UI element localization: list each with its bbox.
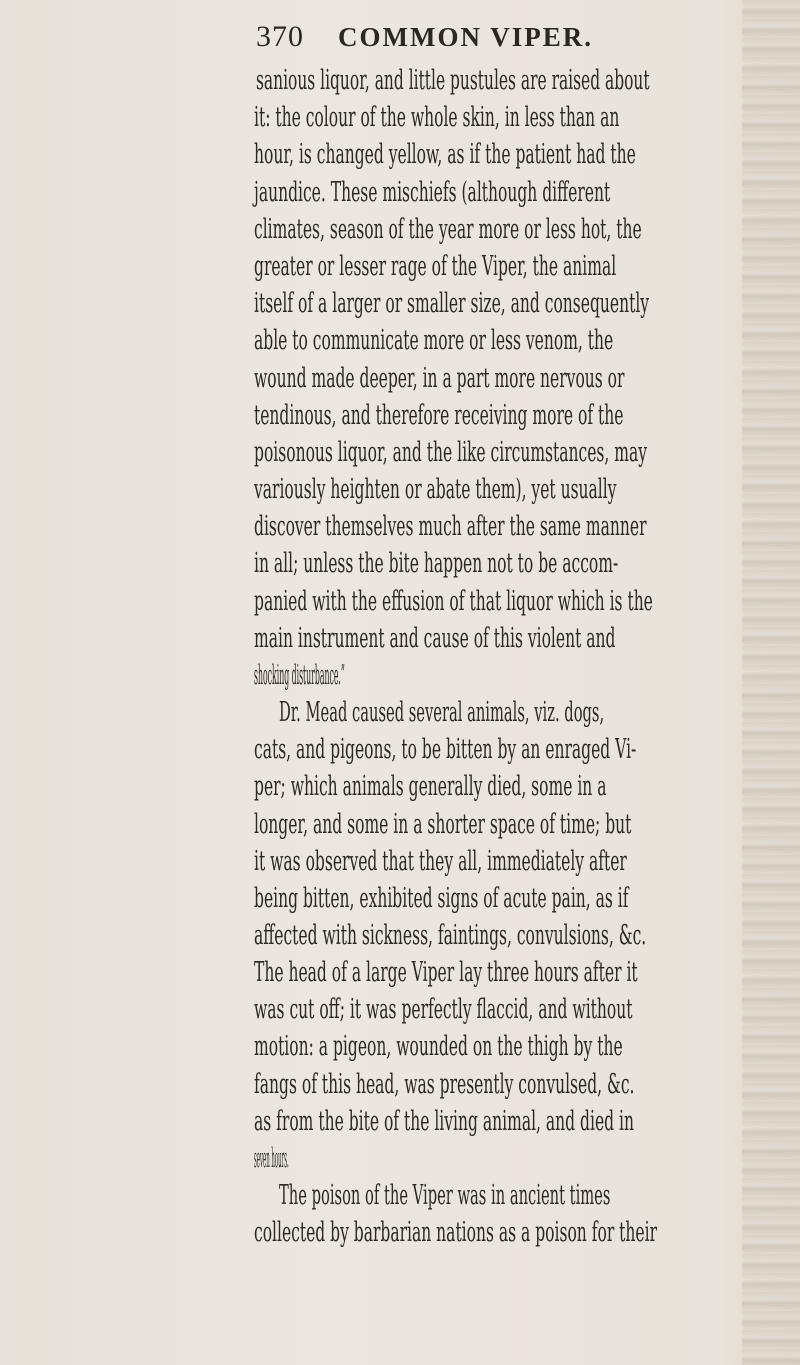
text-line: jaundice. These mischiefs (although different [254, 177, 611, 208]
running-head: COMMON VIPER. [338, 22, 593, 52]
text-line: in all; unless the bite happen not to be accom- [254, 548, 619, 579]
text-line: hour, is changed yellow, as if the patient had the [254, 139, 636, 170]
text-line: climates, season of the year more or less hot, the [254, 214, 642, 245]
text-line: cats, and pigeons, to be bitten by an enraged Vi- [254, 734, 637, 765]
text-line: panied with the effusion of that liquor which is the [254, 586, 653, 617]
text-line: was cut off; it was perfectly flaccid, and without [254, 994, 633, 1025]
page-number: 370 [256, 20, 304, 53]
text-line: being bitten, exhibited signs of acute pain, as if [254, 883, 629, 914]
text-line: fangs of this head, was presently convulsed, &c. [254, 1069, 635, 1100]
text-line: main instrument and cause of this violent and [254, 623, 616, 654]
text-line: sanious liquor, and little pustules are raised about [256, 65, 650, 96]
text-line: collected by barbarian nations as a poison for their [254, 1217, 658, 1248]
text-line: as from the bite of the living animal, and died in [254, 1106, 634, 1137]
text-line: The head of a large Viper lay three hours after it [254, 957, 638, 988]
text-line: poisonous liquor, and the like circumstances, may [254, 437, 647, 468]
text-line: The poison of the Viper was in ancient times [279, 1180, 611, 1211]
text-line: shocking disturbance.” [254, 660, 345, 691]
text-line: able to communicate more or less venom, the [254, 325, 614, 356]
text-line: variously heighten or abate them), yet usually [254, 474, 617, 505]
text-line: it was observed that they all, immediately after [254, 846, 627, 877]
text-line: affected with sickness, faintings, convulsions, &c. [254, 920, 647, 951]
text-line: longer, and some in a shorter space of time; but [254, 809, 632, 840]
text-line: per; which animals generally died, some in a [254, 771, 607, 802]
text-line: it: the colour of the whole skin, in less than an [254, 102, 620, 133]
text-line: discover themselves much after the same manner [254, 511, 647, 542]
text-line: Dr. Mead caused several animals, viz. dogs, [279, 697, 605, 728]
text-line: tendinous, and therefore receiving more of the [254, 400, 624, 431]
text-line: greater or lesser rage of the Viper, the animal [254, 251, 617, 282]
text-line: motion: a pigeon, wounded on the thigh by the [254, 1031, 623, 1062]
text-line: wound made deeper, in a part more nervous or [254, 363, 625, 394]
text-line: itself of a larger or smaller size, and consequently [254, 288, 650, 319]
text-line: seven hours. [254, 1143, 289, 1174]
